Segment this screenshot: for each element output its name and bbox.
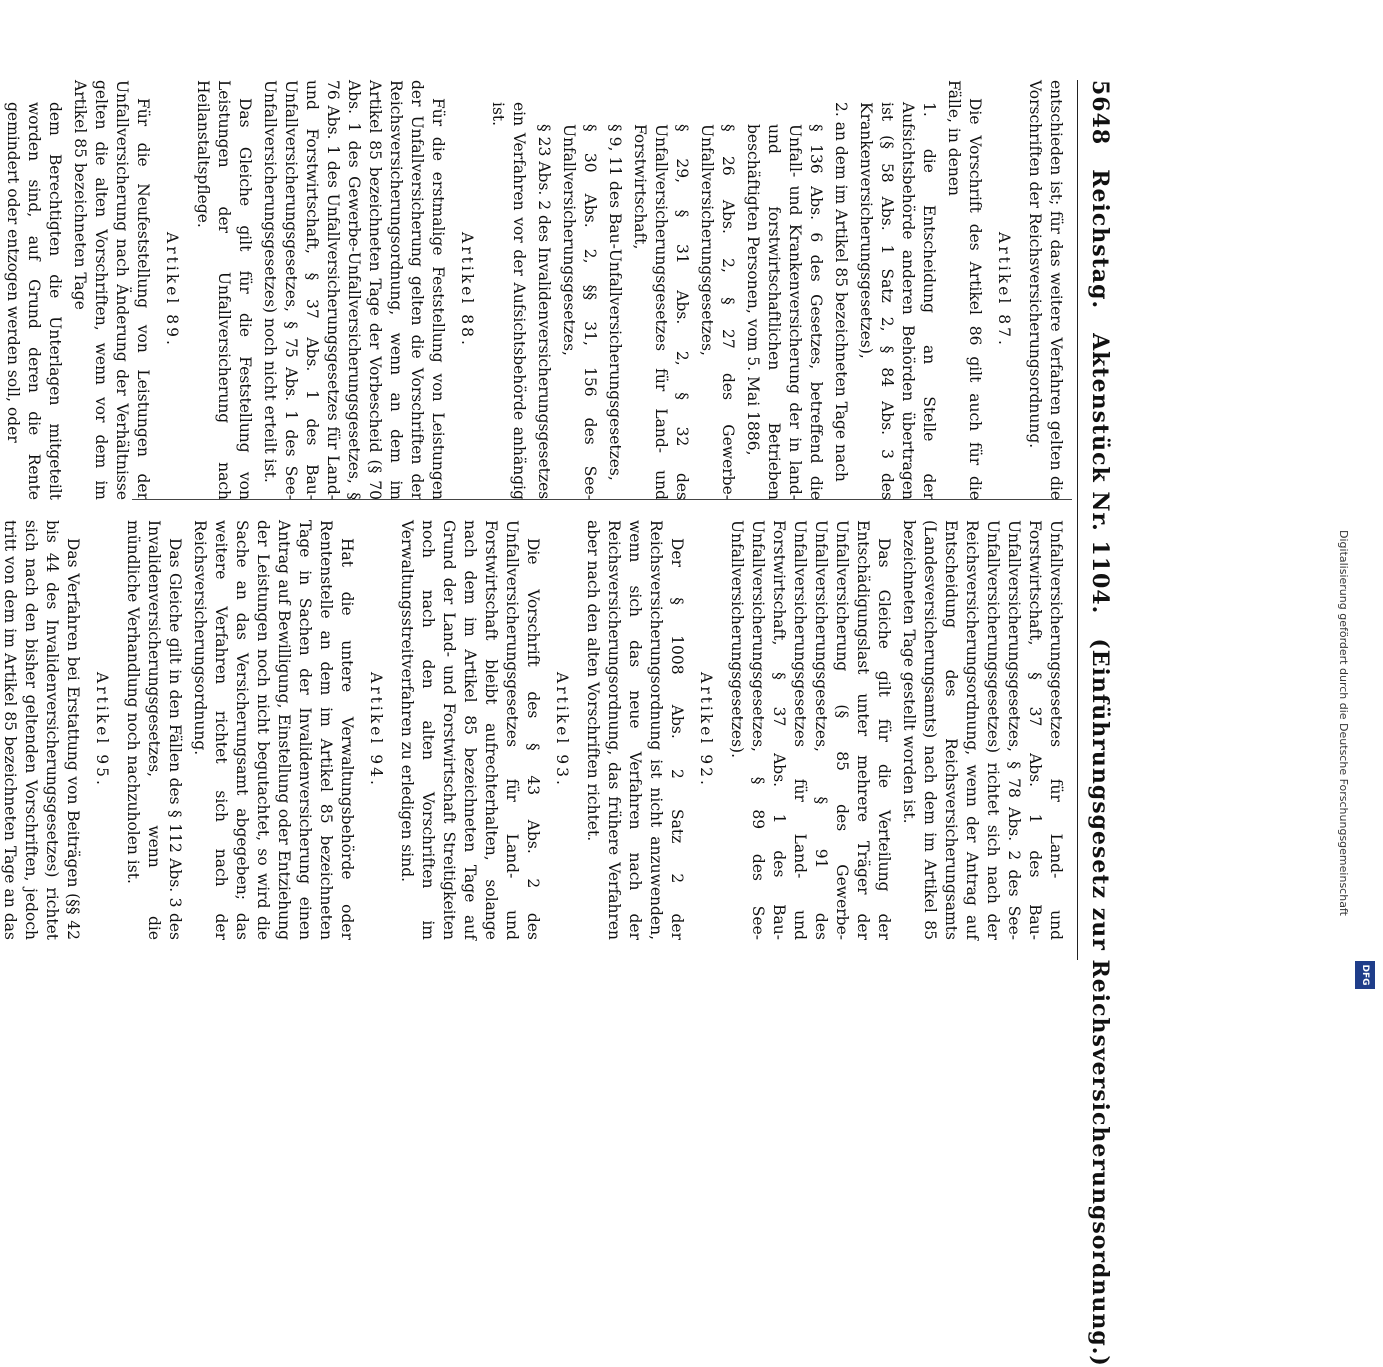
paragraph: Für die Neufeststellung von Leistungen der Unfallversicherung nach Änderung der Verhältnisse gelten die alten Vorschriften, wenn vor dem im Artikel 85 bezeichneten Tage — [71, 80, 152, 500]
list-item: dem Berechtigten die Unterlagen mitgeteilt worden sind, auf Grund deren die Rente gemindert oder entzogen werden soll, oder — [4, 102, 64, 500]
article-heading: Artikel 92. — [697, 672, 715, 788]
list-item: § 23 Abs. 2 des Invalidenversicherungsgesetzes — [535, 124, 553, 500]
list-item: § 136 Abs. 6 des Gesetzes, betreffend die Unfall- und Krankenversicherung der in land- und forstwirtschaftlichen Betrieben beschäftigten Personen, vom 5. Mai 1886, — [744, 124, 825, 500]
article-heading: Artikel 94. — [367, 672, 385, 788]
paragraph: entschieden ist; für das weitere Verfahren gelten die Vorschriften der Reichsversicherungsordnung. — [1026, 80, 1065, 500]
document-title: Aktenstück Nr. 1104. — [1087, 333, 1113, 615]
paragraph: Für die erstmalige Feststellung von Leistungen der Unfallversicherung gelten die Vorschriften der Reichsversicherungsordnung, wenn an dem im Artikel 85 bezeichneten Tage der Vorbescheid (§ 70 Abs. 1 des Gewerbe-Unfallversicherungsgesetzes, § 76 Abs. 1 des Unfallversicherungsgesetzes für Land- und Forstwirtschaft, § 37 Abs. 1 des Bau-Unfallversicherungsgesetzes, § 75 Abs. 1 des See-Unfallversicherungsgesetzes) noch nicht erteilt ist. — [261, 80, 447, 500]
paragraph: Hat die untere Verwaltungsbehörde oder Rentenstelle an dem im Artikel 85 bezeichneten Tage in Sachen der Invalidenversicherung einen Antrag auf Bewilligung, Einstellung oder Entziehung der Leistungen noch nicht begutachtet, so wird die Sache an das Versicherungsamt abgegeben; das weitere Verfahren richtet sich nach der Reichsversicherungsordnung. — [191, 520, 356, 940]
page-header — [1077, 80, 1122, 1367]
list-item: § 9, 11 des Bau-Unfallversicherungsgesetzes, — [606, 124, 624, 481]
document-page — [1, 0, 1122, 1367]
list-item: § 30 Abs. 2, §§ 31, 156 des See-Unfallversicherungsgesetzes, — [560, 124, 599, 500]
left-column — [4, 80, 1066, 500]
publication-name: Reichstag. — [1087, 169, 1113, 310]
right-column — [1, 520, 1066, 940]
list-item: ein Verfahren vor der Aufsichtsbehörde anhängig ist. — [489, 102, 528, 500]
article-heading: Artikel 93. — [553, 672, 571, 788]
paragraph: Der § 1008 Abs. 2 Satz 2 der Reichsversicherungsordnung ist nicht anzuwenden, wenn sich das neue Verfahren nach der Reichsversicherungsordnung, das frühere Verfahren aber nach den alten Vorschriften richtet. — [584, 520, 686, 940]
column-divider — [132, 499, 1072, 500]
list-item: 1. die Entscheidung an Stelle der Aufsichtsbehörde anderen Behörden übertragen ist (§ 58 Abs. 1 Satz 2, § 84 Abs. 3 des Krankenversicherungsgesetzes), — [857, 102, 938, 500]
article-heading: Artikel 87. — [995, 232, 1013, 348]
article-heading: Artikel 95. — [93, 672, 111, 788]
list-item: § 26 Abs. 2, § 27 des Gewerbe-Unfallversicherungsgesetzes, — [698, 124, 737, 500]
article-heading: Artikel 88. — [458, 232, 476, 348]
article-heading: Artikel 89. — [163, 232, 181, 348]
paragraph: Das Gleiche gilt für die Verteilung der Entschädigungslast unter mehrere Träger der Unfallversicherung (§ 85 des Gewerbe-Unfallversicherungsgesetzes, § 91 des Unfallversicherungsgesetzes für Land- und Forstwirtschaft, § 37 Abs. 1 des Bau-Unfallversicherungsgesetzes, § 89 des See-Unfallversicherungsgesetzes). — [728, 520, 893, 940]
document-subtitle: (Einführungsgesetz zur Reichsversicherungsordnung.) — [1087, 638, 1113, 1367]
paragraph: Unfallversicherungsgesetzes für Land- und Forstwirtschaft, § 37 Abs. 1 des Bau-Unfallversicherungsgesetzes, § 78 Abs. 2 des See-Unfallversicherungsgesetzes) richtet sich nach der Reichsversicherungsordnung, wenn der Antrag auf Entscheidung des Reichsversicherungsamts (Landesversicherungsamts) nach dem im Artikel 85 bezeichneten Tage gestellt worden ist. — [900, 520, 1065, 940]
dfg-logo: DFG — [1355, 961, 1375, 989]
digitization-note: Digitalisierung gefördert durch die Deutsche Forschungsgemeinschaft — [1337, 530, 1350, 916]
page-number: 5648 — [1087, 80, 1113, 146]
paragraph: Das Verfahren bei Erstattung von Beiträgen (§§ 42 bis 44 des Invalidenversicherungsgesetzes) richtet sich nach den bisher geltenden Vorschriften, jedoch tritt von dem im Artikel 85 bezeichneten Tage an das — [1, 520, 82, 940]
paragraph: Die Vorschrift des Artikel 86 gilt auch für die Fälle, in denen — [945, 80, 984, 500]
list-item: 2. an dem im Artikel 85 bezeichneten Tage nach — [832, 102, 850, 482]
paragraph: Das Gleiche gilt in den Fällen des § 112 Abs. 3 des Invalidenversicherungsgesetzes, wenn die mündliche Verhandlung noch nachzuholen ist. — [124, 520, 184, 940]
paragraph: Das Gleiche gilt für die Feststellung von Leistungen der Unfallversicherung nach Heilanstaltspflege. — [194, 80, 254, 500]
list-item: § 29, § 31 Abs. 2, § 32 des Unfallversicherungsgesetzes für Land- und Forstwirtschaft, — [631, 124, 691, 500]
paragraph: Die Vorschrift des § 43 Abs. 2 des Unfallversicherungsgesetzes für Land- und Forstwirtschaft bleibt aufrechterhalten, solange nach dem im Artikel 85 bezeichneten Tage auf Grund der Land- und Forstwirtschaft Streitigkeiten noch nach den alten Vorschriften im Verwaltungsstreitverfahren zu erledigen sind. — [398, 520, 542, 940]
